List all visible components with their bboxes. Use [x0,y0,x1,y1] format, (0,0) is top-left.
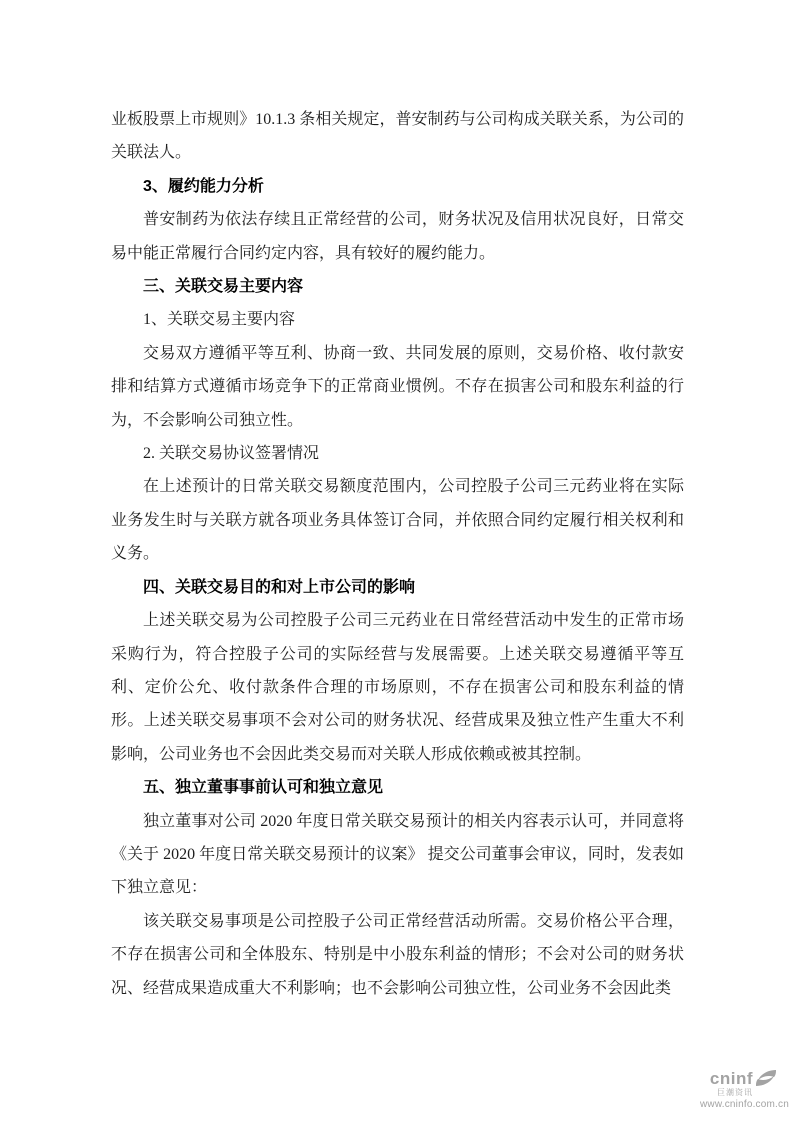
para-performance-capability: 普安制药为依法存续且正常经营的公司，财务状况及信用状况良好，日常交易中能正常履行合同约定内容，具有较好的履约能力。 [111,211,684,262]
cninfo-swirl-icon [755,1069,777,1087]
cninfo-wordmark: cninf [709,1068,753,1088]
para-listing-rule-continuation: 业板股票上市规则》10.1.3 条相关规定，普安制药与公司构成关联关系，为公司的关联法人。 [111,111,684,162]
heading-section-4-purpose-and-impact: 四、关联交易目的和对上市公司的影响 [143,578,416,596]
para-independent-directors-approval: 独立董事对公司 2020 年度日常关联交易预计的相关内容表示认可，并同意将《关于 2020 年度日常关联交易预计的议案》 提交公司董事会审议，同时，发表如下独立意见： [111,812,684,897]
para-transaction-main-content-subtitle: 1、关联交易主要内容 [143,311,296,329]
para-independent-opinion: 该关联交易事项是公司控股子公司正常经营活动所需。交易价格公平合理，不存在损害公司和全体股东、特别是中小股东利益的情形；不会对公司的财务状况、经营成果造成重大不利影响；也不会影响公司独立性，公司业务不会因此类 [111,912,684,997]
heading-performance-capability-analysis: 3、履约能力分析 [143,177,264,195]
para-agreement-signing-subtitle: 2. 关联交易协议签署情况 [143,445,320,463]
cninfo-logo [700,1069,789,1110]
cninfo-logo-row [700,1069,777,1087]
para-purpose-and-impact: 上述关联交易为公司控股子公司三元药业在日常经营活动中发生的正常市场采购行为，符合控股子公司的实际经营与发展需要。上述关联交易遵循平等互利、定价公允、收付款条件合理的市场原则，不存在损害公司和股东利益的情形。上述关联交易事项不会对公司的财务状况、经营成果及独立性产生重大不利影响，公司业务也不会因此类交易而对关联人形成依赖或被其控制。 [111,612,684,763]
heading-section-5-independent-directors-opinion: 五、独立董事事前认可和独立意见 [143,779,384,797]
para-agreement-signing-details: 在上述预计的日常关联交易额度范围内，公司控股子公司三元药业将在实际业务发生时与关联方就各项业务具体签订合同，并依照合同约定履行相关权利和义务。 [111,478,684,563]
heading-section-3-transaction-main-content: 三、关联交易主要内容 [143,278,304,296]
cninfo-url: www.cninfo.com.cn [700,1099,789,1110]
document-body [111,103,684,1005]
para-transaction-principles: 交易双方遵循平等互利、协商一致、共同发展的原则，交易价格、收付款安排和结算方式遵循市场竞争下的正常商业惯例。不存在损害公司和股东利益的行为，不会影响公司独立性。 [111,344,684,429]
cninfo-chinese-name: 巨潮资讯 [717,1088,753,1097]
